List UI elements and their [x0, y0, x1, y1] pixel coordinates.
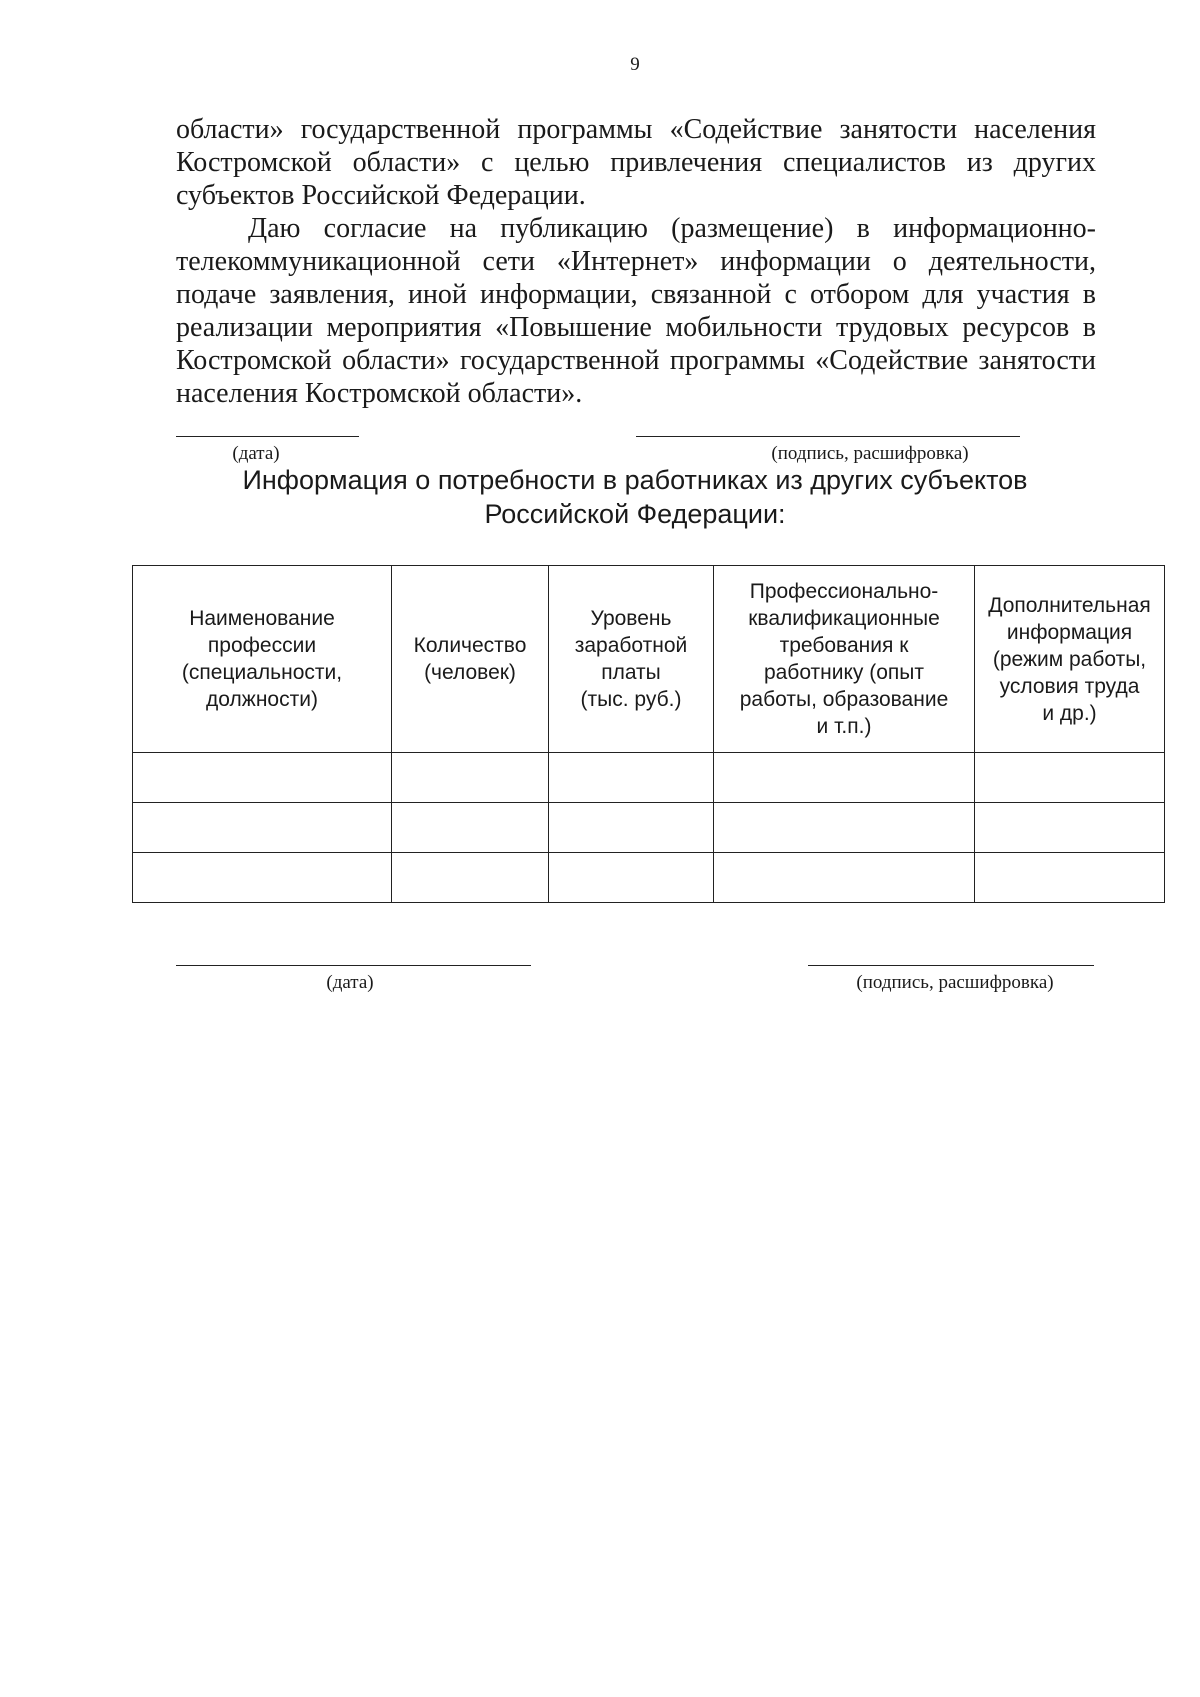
table-cell[interactable] — [975, 803, 1165, 853]
table-cell[interactable] — [549, 753, 714, 803]
info-title-line1: Информация о потребности в работниках из других субъектов — [242, 465, 1028, 495]
table-cell[interactable] — [392, 803, 549, 853]
table-cell[interactable] — [714, 803, 975, 853]
table-cell[interactable] — [392, 753, 549, 803]
table-row — [133, 853, 1165, 903]
signature-label-top: (подпись, расшифровка) — [771, 443, 969, 464]
workforce-needs-table — [132, 565, 1165, 903]
table-cell[interactable] — [392, 853, 549, 903]
page-number: 9 — [630, 54, 640, 75]
paragraph-continuation: области» государственной программы «Содействие занятости населения Костромской области» с целью привлечения специалистов из других субъектов Российской Федерации. — [176, 114, 1096, 211]
signature-line-top — [636, 436, 1020, 437]
table-cell[interactable] — [133, 853, 392, 903]
paragraph-consent: Даю согласие на публикацию (размещение) в информационно-телекоммуникационной сети «Интернет» информации о деятельности, подаче заявления, иной информации, связанной с отбором для участия в реализации мероприятия «Повышение мобильности трудовых ресурсов в Костромской области» государственной программы «Содействие занятости населения Костромской области». — [176, 213, 1096, 409]
header-profession: Наименование профессии (специальности, должности) — [133, 566, 392, 753]
info-title-line2: Российской Федерации: — [484, 499, 786, 529]
info-title — [220, 463, 1050, 531]
date-label-top: (дата) — [232, 443, 280, 464]
header-additional-info: Дополнительная информация (режим работы, условия труда и др.) — [975, 566, 1165, 753]
table-row — [133, 803, 1165, 853]
header-requirements: Профессионально- квалификационные требования к работнику (опыт работы, образование и т.п.) — [714, 566, 975, 753]
table-cell[interactable] — [714, 853, 975, 903]
header-quantity: Количество (человек) — [392, 566, 549, 753]
table-header-row — [133, 566, 1165, 753]
table-row — [133, 753, 1165, 803]
table-cell[interactable] — [549, 853, 714, 903]
table-cell[interactable] — [549, 803, 714, 853]
table-cell[interactable] — [133, 753, 392, 803]
date-label-bottom: (дата) — [326, 972, 374, 993]
signature-line-bottom — [808, 965, 1094, 966]
date-line-bottom — [176, 965, 531, 966]
date-line-top — [176, 436, 359, 437]
table-cell[interactable] — [975, 853, 1165, 903]
table-cell[interactable] — [975, 753, 1165, 803]
table-cell[interactable] — [714, 753, 975, 803]
table-cell[interactable] — [133, 803, 392, 853]
header-salary: Уровень заработной платы (тыс. руб.) — [549, 566, 714, 753]
signature-label-bottom: (подпись, расшифровка) — [856, 972, 1054, 993]
